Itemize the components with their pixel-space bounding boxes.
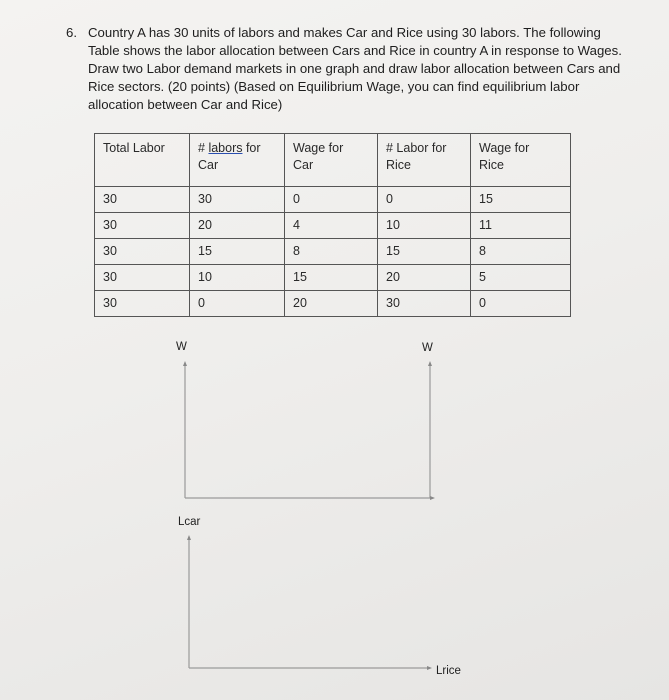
- table-cell: 10: [378, 213, 471, 239]
- question-text: Country A has 30 units of labors and makes Car and Rice using 30 labors. The following Table shows the labor allocation between Cars and Rice in country A in response to Wages. Draw two Labor demand markets in one graph and draw labor allocation between Cars and Rice sectors. (20 points) (Based on Equilibrium Wage, you can find equilibrium labor allocation between Car and Rice): [88, 25, 622, 112]
- table-cell: 8: [471, 239, 571, 265]
- underlined-word: labors: [208, 141, 243, 155]
- car-axis-label: Lcar: [178, 516, 201, 528]
- header-total-labor: Total Labor: [95, 134, 190, 187]
- table-cell: 30: [95, 265, 190, 291]
- question-number: 6.: [66, 25, 77, 40]
- table-cell: 10: [190, 265, 285, 291]
- table-cell: 30: [378, 291, 471, 317]
- table-cell: 30: [95, 213, 190, 239]
- table-cell: 15: [378, 239, 471, 265]
- table-cell: 30: [95, 291, 190, 317]
- table-cell: 20: [378, 265, 471, 291]
- arrowhead-icon: [187, 535, 191, 540]
- arrowhead-icon: [183, 361, 187, 366]
- table-cell: 20: [285, 291, 378, 317]
- table-cell: 5: [471, 265, 571, 291]
- table-cell: 0: [378, 187, 471, 213]
- arrowhead-icon: [430, 496, 435, 500]
- table-cell: 0: [471, 291, 571, 317]
- header-labor-for-rice: # Labor for Rice: [378, 134, 471, 187]
- table-cell: 4: [285, 213, 378, 239]
- header-wage-for-rice: Wage for Rice: [471, 134, 571, 187]
- table-cell: 15: [471, 187, 571, 213]
- table-cell: 15: [190, 239, 285, 265]
- table-cell: 11: [471, 213, 571, 239]
- header-labors-for-car: # labors for Car: [190, 134, 285, 187]
- arrowhead-icon: [427, 666, 432, 670]
- table-cell: 30: [95, 187, 190, 213]
- table-cell: 0: [285, 187, 378, 213]
- table-cell: 20: [190, 213, 285, 239]
- table-cell: 30: [190, 187, 285, 213]
- left-axis-label: W: [176, 341, 187, 353]
- rice-axis-label: Lrice: [436, 665, 461, 677]
- table-cell: 0: [190, 291, 285, 317]
- table-cell: 15: [285, 265, 378, 291]
- header-wage-for-car: Wage for Car: [285, 134, 378, 187]
- table-cell: 30: [95, 239, 190, 265]
- arrowhead-icon: [428, 361, 432, 366]
- right-axis-label: W: [422, 342, 433, 354]
- table-cell: 8: [285, 239, 378, 265]
